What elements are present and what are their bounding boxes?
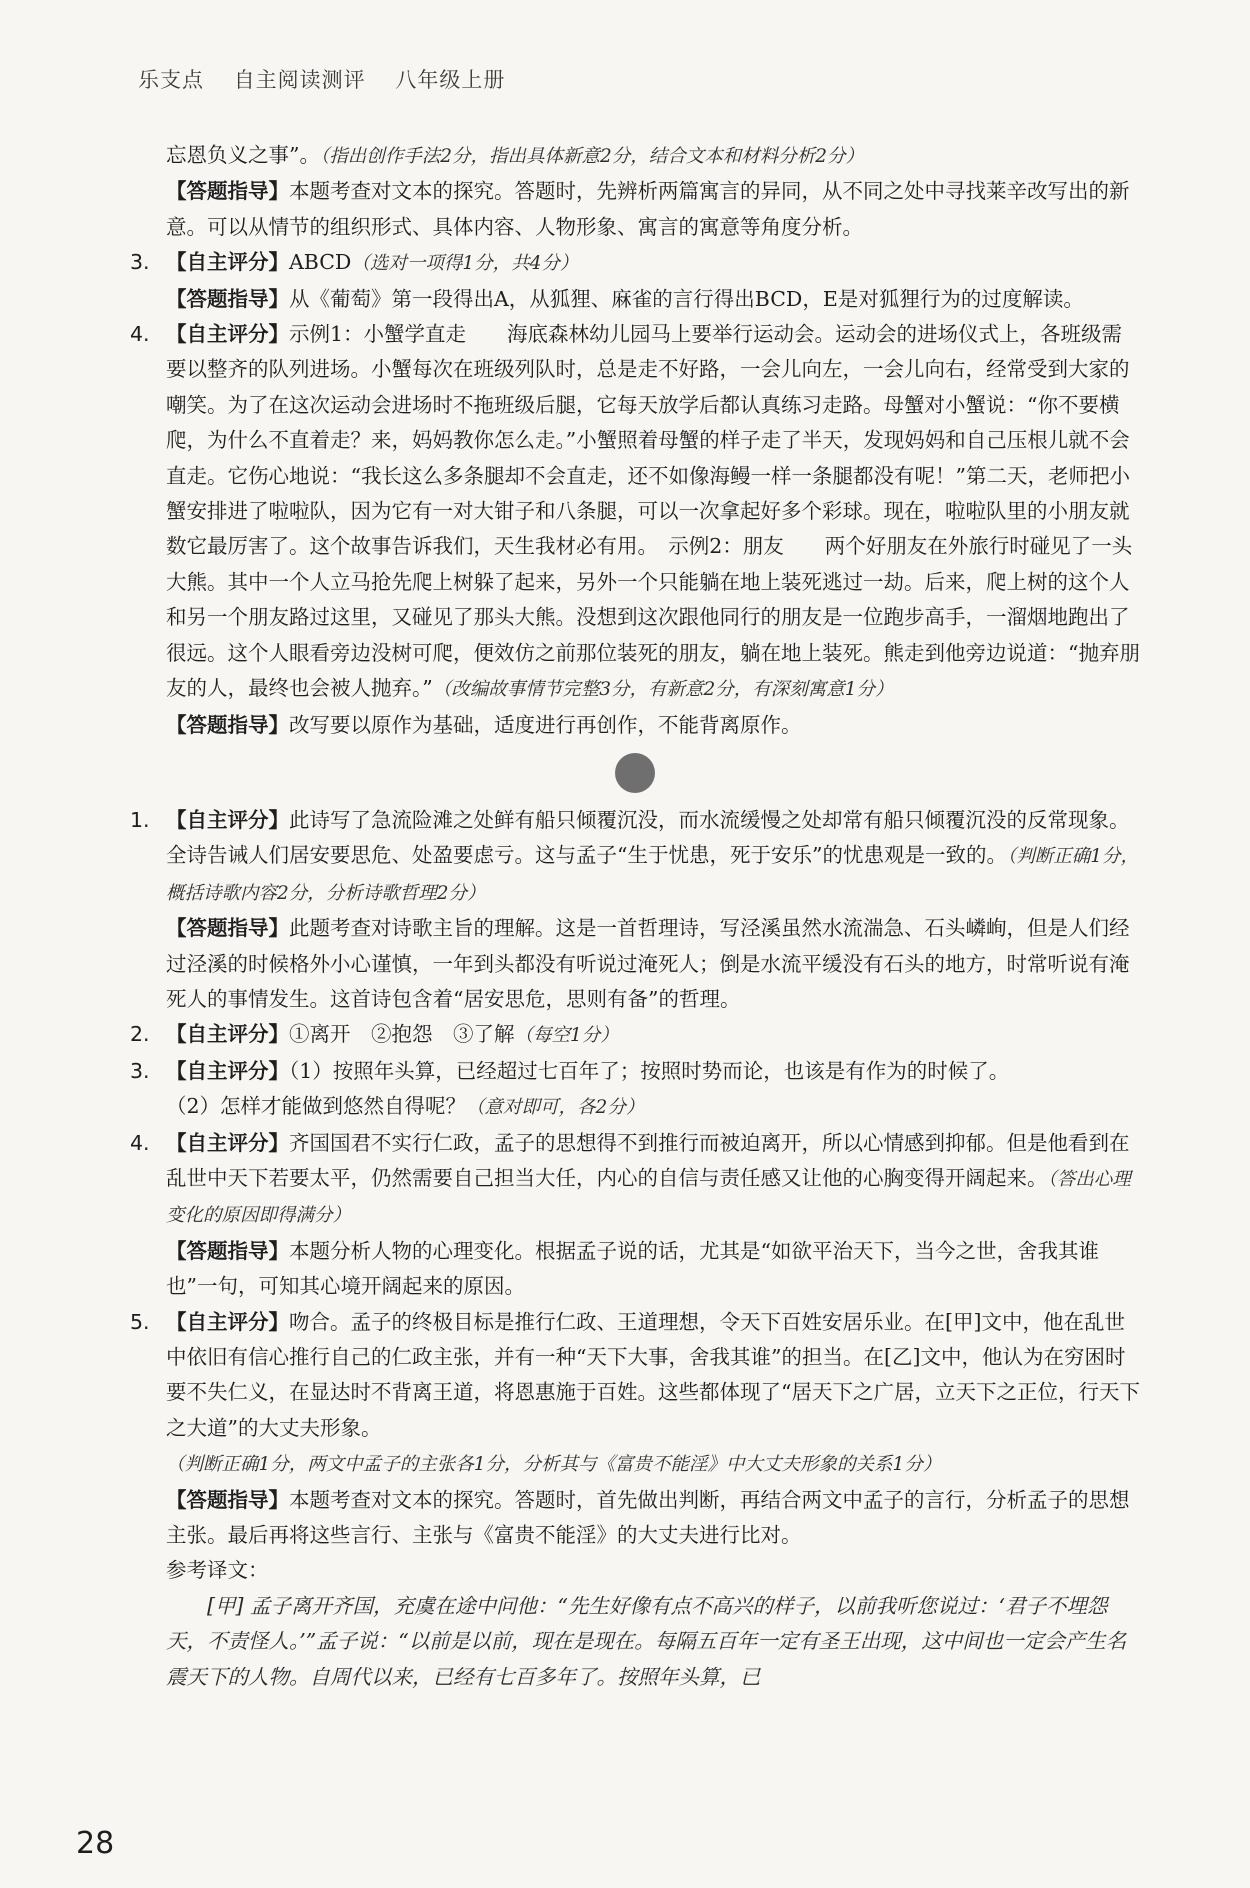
s34-q1-answer: 此诗写了急流险滩之处鲜有船只倾覆沉没，而水流缓慢之处却常有船只倾覆沉没的反常现象。全诗告诫人们居安要思危、处盈要虑亏。这与孟子“生于忧患，死于安乐”的忧患观是一致的。 — [166, 807, 1130, 868]
answer-content — [130, 138, 1140, 1695]
q4-answer: 示例1：小蟹学直走 海底森林幼儿园马上要举行运动会。运动会的进场仪式上，各班级需要以整齐的队列进场。小蟹每次在班级列队时，总是走不好路，一会儿向左，一会儿向右，经常受到大家的嘲笑。为了在这次运动会进场时不拖班级后腿，它每天放学后都认真练习走路。母蟹对小蟹说：“你不要横爬，为什么不直着走？来，妈妈教你怎么走。”小蟹照着母蟹的样子走了半天，发现妈妈和自己压根儿就不会直走。它伤心地说：“我长这么多条腿却不会直走，还不如像海鳗一样一条腿都没有呢！”第二天，老师把小蟹安排进了啦啦队，因为它有一对大钳子和八条腿，可以一次拿起好多个彩球。现在，啦啦队里的小朋友就数它最厉害了。这个故事告诉我们，天生我材必有用。 示例2：朋友 两个好朋友在外旅行时碰见了一头大熊。其中一个人立马抢先爬上树躲了起来，另外一个只能躺在地上装死逃过一劫。后来，爬上树的这个人和另一个朋友路过这里，又碰见了那头大熊。没想到这次跟他同行的朋友是一位跑步高手，一溜烟地跑出了很远。这个人眼看旁边没树可爬，便效仿之前那位装死的朋友，躺在地上装死。熊走到他旁边说道：“抛弃朋友的人，最终也会被人抛弃。” — [166, 322, 1140, 701]
s34-q3-item-cont — [130, 1089, 1140, 1125]
guide-label: 【答题指导】 — [166, 1487, 289, 1512]
s34-q1-number: 1. — [130, 807, 150, 832]
q3-guide — [130, 282, 1140, 317]
s34-q2-item — [130, 1017, 1140, 1053]
s34-q1-guide — [130, 911, 1140, 1017]
section-number-badge — [615, 753, 655, 793]
s34-q3-item — [130, 1054, 1140, 1089]
reference-translation: [甲] 孟子离开齐国，充虞在途中问他：“先生好像有点不高兴的样子，以前我听您说过：‘君子不埋怨天，不责怪人。’”孟子说：“以前是以前，现在是现在。每隔五百年一定有圣王出现，这中间也一定会产生名震天下的人物。自周代以来，已经有七百多年了。按照年头算，已 — [166, 1593, 1127, 1689]
s34-q1-item — [130, 803, 1140, 911]
guide-label: 【答题指导】 — [166, 712, 289, 737]
section-marker — [130, 743, 1140, 803]
q2-guide — [130, 174, 1140, 245]
score-label: 【自主评分】 — [166, 250, 289, 275]
score-label: 【自主评分】 — [166, 1022, 289, 1047]
q4-item — [130, 317, 1140, 707]
s34-q3-answer-2: （2）怎样才能做到悠然自得呢？ — [166, 1094, 467, 1119]
s34-q3-note: （意对即可，各2分） — [466, 1097, 645, 1119]
guide-label: 【答题指导】 — [166, 286, 289, 311]
page-number: 28 — [76, 1826, 115, 1861]
s34-q2-answer: ①离开 ②抱怨 ③了解 — [289, 1022, 515, 1047]
guide-label: 【答题指导】 — [166, 179, 289, 204]
s34-q5-number: 5. — [130, 1309, 150, 1334]
q4-note: （改编故事情节完整3分，有新意2分，有深刻寓意1分） — [432, 679, 894, 701]
s34-q4-number: 4. — [130, 1130, 150, 1155]
guide-text: 本题考查对文本的探究。答题时，先辨析两篇寓言的异同，从不同之处中寻找莱辛改写出的新意。可以从情节的组织形式、具体内容、人物形象、寓言的寓意等角度分析。 — [166, 179, 1130, 239]
q2-cont-text: 忘恩负义之事”。 — [166, 143, 320, 167]
s34-q4-guide — [130, 1234, 1140, 1305]
guide-text: 从《葡萄》第一段得出A，从狐狸、麻雀的言行得出BCD，E是对狐狸行为的过度解读。 — [289, 286, 1084, 311]
s34-q5-answer: 吻合。孟子的终极目标是推行仁政、王道理想，令天下百姓安居乐业。在[甲]文中，他在乱世中依旧有信心推行自己的仁政主张，并有一种“天下大事，舍我其谁”的担当。在[乙]文中，他认为在穷困时要不失仁义，在显达时不背离王道，将恩惠施于百姓。这些都体现了“居天下之广居，立天下之正位，行天下之大道”的大丈夫形象。 — [166, 1309, 1140, 1440]
running-header — [138, 64, 527, 94]
score-label: 【自主评分】 — [166, 807, 289, 832]
guide-label: 【答题指导】 — [166, 1238, 289, 1263]
reference-translation-label: 参考译文： — [166, 1558, 269, 1583]
q2-cont-note: （指出创作手法2分，指出具体新意2分，结合文本和材料分析2分） — [319, 146, 865, 167]
header-series: 自主阅读测评 — [233, 68, 366, 92]
s34-q5-item — [130, 1305, 1140, 1483]
s34-q3-number: 3. — [130, 1058, 150, 1083]
q3-note: （选对一项得1分，共4分） — [351, 253, 579, 275]
s34-q4-item — [130, 1126, 1140, 1234]
q4-guide — [130, 708, 1140, 743]
q3-item — [130, 245, 1140, 281]
guide-text: 本题分析人物的心理变化。根据孟子说的话，尤其是“如欲平治天下，当今之世，舍我其谁也”一句，可知其心境开阔起来的原因。 — [166, 1238, 1099, 1299]
s34-q1-note: （判断正确1分，概括诗歌内容2分，分析诗歌哲理2分） — [166, 846, 1139, 904]
s34-q2-number: 2. — [130, 1022, 150, 1047]
score-label: 【自主评分】 — [166, 1309, 289, 1334]
s34-q4-answer: 齐国国君不实行仁政，孟子的思想得不到推行而被迫离开，所以心情感到抑郁。但是他看到在乱世中天下若要太平，仍然需要自己担当大任，内心的自信与责任感又让他的心胸变得开阔起来。 — [166, 1130, 1130, 1190]
q4-number: 4. — [130, 322, 150, 347]
guide-text: 改写要以原作为基础，适度进行再创作，不能背离原作。 — [289, 712, 802, 737]
q2-continuation — [130, 138, 1140, 174]
score-label: 【自主评分】 — [166, 1130, 289, 1155]
s34-q5-note: （判断正确1分，两文中孟子的主张各1分，分析其与《富贵不能淫》中大丈夫形象的关系1分） — [166, 1454, 942, 1476]
score-label: 【自主评分】 — [166, 322, 289, 347]
q3-answer: ABCD — [289, 250, 352, 275]
guide-label: 【答题指导】 — [166, 916, 289, 941]
header-grade: 八年级上册 — [395, 68, 506, 92]
guide-text: 本题考查对文本的探究。答题时，首先做出判断，再结合两文中孟子的言行，分析孟子的思想主张。最后再将这些言行、主张与《富贵不能淫》的大丈夫进行比对。 — [166, 1487, 1130, 1548]
q3-number: 3. — [130, 250, 150, 275]
guide-text: 此题考查对诗歌主旨的理解。这是一首哲理诗，写泾溪虽然水流湍急、石头嶙峋，但是人们经过泾溪的时候格外小心谨慎，一年到头都没有听说过淹死人；倒是水流平缓没有石头的地方，时常听说有淹死人的事情发生。这首诗包含着“居安思危，思则有备”的哲理。 — [166, 916, 1130, 1011]
score-label: 【自主评分】 — [166, 1058, 289, 1083]
s34-q2-note: （每空1分） — [514, 1025, 619, 1047]
s34-q4-note: （答出心理变化的原因即得满分） — [166, 1168, 1131, 1227]
s34-q5-guide — [130, 1483, 1140, 1554]
s34-q3-answer-1: （1）按照年头算，已经超过七百年了；按照时势而论，也该是有作为的时候了。 — [289, 1058, 1010, 1083]
header-brand: 乐支点 — [138, 68, 204, 92]
